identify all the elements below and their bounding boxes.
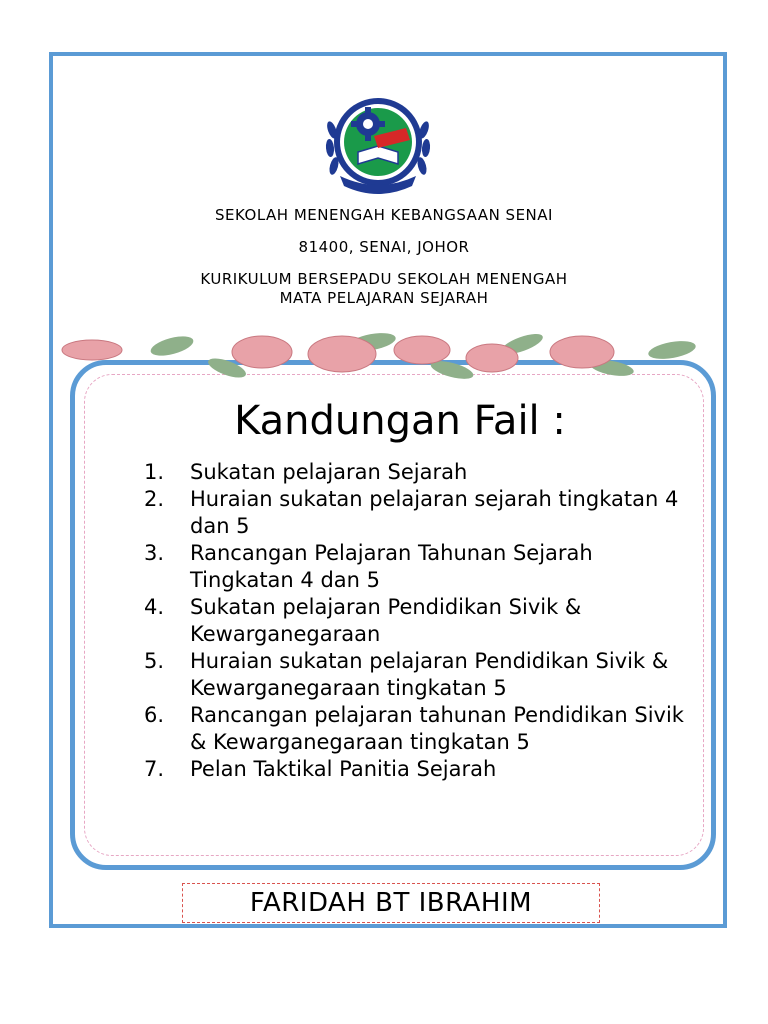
list-item-number: 5.	[144, 649, 165, 673]
list-item-number: 2.	[144, 487, 165, 511]
school-address: 81400, SENAI, JOHOR	[298, 238, 470, 256]
list-item-text: Pelan Taktikal Panitia Sejarah	[190, 757, 497, 781]
subject-title: MATA PELAJARAN SEJARAH	[279, 289, 489, 307]
list-item-text: Rancangan Pelajaran Tahunan Sejarah Tingkatan 4 dan 5	[190, 541, 593, 592]
list-item	[140, 486, 700, 540]
list-item-text: Huraian sukatan pelajaran sejarah tingkatan 4 dan 5	[190, 487, 679, 538]
school-name: SEKOLAH MENENGAH KEBANGSAAN SENAI	[215, 206, 553, 224]
contents-list	[140, 459, 700, 783]
list-item	[140, 459, 700, 486]
list-item-number: 3.	[144, 541, 165, 565]
owner-name-box	[182, 883, 600, 923]
school-crest-icon	[318, 90, 438, 200]
list-item	[140, 702, 700, 756]
list-item	[140, 756, 700, 783]
list-item	[140, 648, 700, 702]
list-item-number: 1.	[144, 460, 165, 484]
list-item	[140, 540, 700, 594]
owner-name: FARIDAH BT IBRAHIM	[249, 888, 533, 918]
list-item-number: 6.	[144, 703, 165, 727]
list-item	[140, 594, 700, 648]
list-item-text: Sukatan pelajaran Pendidikan Sivik & Kewarganegaraan	[190, 595, 582, 646]
list-item-number: 7.	[144, 757, 165, 781]
list-item-number: 4.	[144, 595, 165, 619]
list-item-text: Rancangan pelajaran tahunan Pendidikan Sivik & Kewarganegaraan tingkatan 5	[190, 703, 684, 754]
list-item-text: Huraian sukatan pelajaran Pendidikan Sivik & Kewarganegaraan tingkatan 5	[190, 649, 669, 700]
curriculum-title: KURIKULUM BERSEPADU SEKOLAH MENENGAH	[200, 270, 568, 288]
rose-garland-icon	[52, 328, 712, 384]
list-item-text: Sukatan pelajaran Sejarah	[190, 460, 468, 484]
contents-title: Kandungan Fail :	[234, 398, 566, 444]
